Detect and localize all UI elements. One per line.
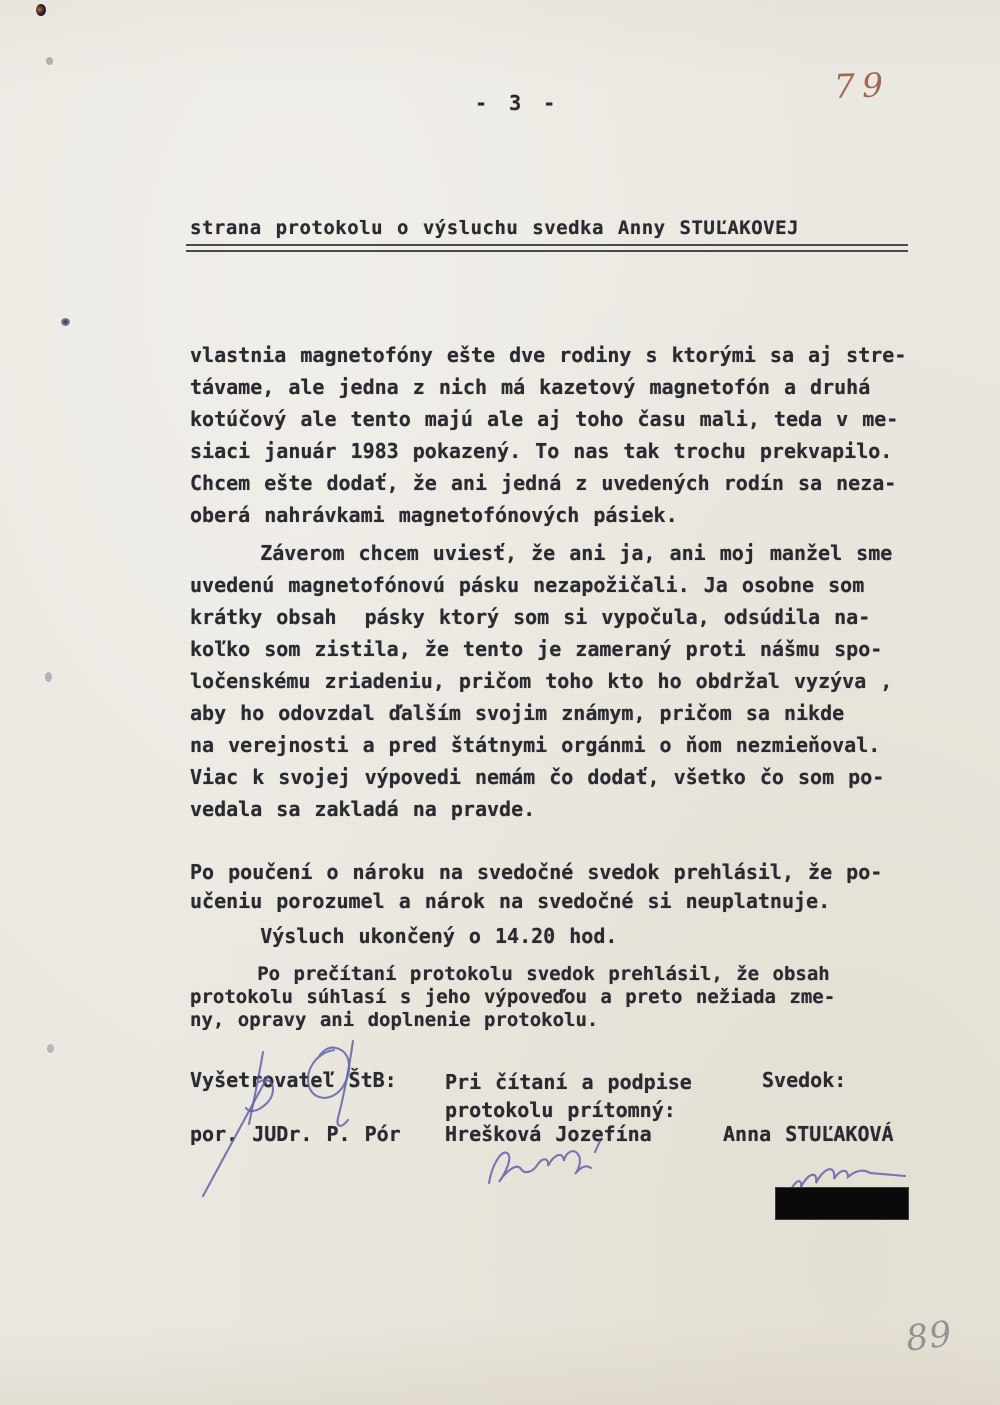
witness-label: Svedok: bbox=[762, 1068, 847, 1092]
witness-name: Anna STUĽAKOVÁ bbox=[723, 1122, 894, 1146]
text-line: Záverom chcem uviesť, že ani ja, ani moj manžel sme bbox=[190, 541, 893, 565]
investigator-signature bbox=[203, 1041, 353, 1196]
typed-page-number: - 3 - bbox=[475, 91, 560, 115]
document-heading: strana protokolu o výsluchu svedka Anny STUĽAKOVEJ bbox=[190, 217, 799, 239]
text-line: vlastnia magnetofóny ešte dve rodiny s ktorými sa aj stre- bbox=[190, 343, 907, 367]
text-line: učeniu porozumel a nárok na svedočné si neuplatnuje. bbox=[190, 889, 831, 913]
handwritten-page-number-pencil: 89 bbox=[903, 1314, 955, 1360]
scan-speck bbox=[47, 1044, 54, 1053]
text-line: Po prečítaní protokolu svedok prehlásil, že obsah bbox=[190, 963, 830, 985]
text-line: Chcem ešte dodať, že ani jedná z uvedených rodín sa neza- bbox=[190, 471, 897, 495]
investigator-name: por. JUDr. P. Pór bbox=[190, 1122, 401, 1146]
redaction-bar bbox=[775, 1187, 909, 1220]
text-line: távame, ale jedna z nich má kazetový magnetofón a druhá bbox=[190, 375, 871, 399]
companion-name: Hrešková Jozefína bbox=[445, 1122, 652, 1146]
text-line: ločenskému zriadeniu, pričom toho kto ho obdržal vyzýva , bbox=[190, 669, 893, 693]
text-line: koľko som zistila, že tento je zameraný proti nášmu spo- bbox=[190, 637, 883, 661]
investigator-label: Vyšetrovateľ ŠtB: bbox=[190, 1068, 397, 1092]
paragraph-2 bbox=[190, 537, 892, 825]
handwritten-page-number-red: 79 bbox=[833, 65, 891, 106]
text-line: Viac k svojej výpovedi nemám čo dodať, všetko čo som po- bbox=[190, 765, 885, 789]
text-line: ny, opravy ani doplnenie protokolu. bbox=[190, 1009, 599, 1031]
scan-speck bbox=[45, 672, 52, 682]
scan-speck bbox=[46, 57, 53, 65]
text-line: aby ho odovzdal ďalším svojim známym, pričom sa nikde bbox=[190, 701, 845, 725]
heading-underline bbox=[186, 244, 908, 252]
companion-label bbox=[445, 1068, 692, 1124]
text-line: vedala sa zakladá na pravde. bbox=[190, 797, 536, 821]
paragraph-1 bbox=[190, 339, 906, 531]
text-line: protokolu súhlasí s jeho výpoveďou a preto nežiada zme- bbox=[190, 986, 836, 1008]
text-line: krátky obsah pásky ktorý som si vypočula, odsúdila na- bbox=[190, 605, 871, 629]
text-line: Pri čítaní a podpise bbox=[445, 1070, 692, 1094]
text-line: siaci január 1983 pokazený. To nas tak trochu prekvapilo. bbox=[190, 439, 893, 463]
text-line: Po poučení o nároku na svedočné svedok prehlásil, že po- bbox=[190, 860, 883, 884]
closing-time-line: Výsluch ukončený o 14.20 hod. bbox=[190, 924, 618, 948]
text-line: oberá nahrávkami magnetofónových pásiek. bbox=[190, 503, 678, 527]
companion-signature bbox=[489, 1141, 600, 1183]
scan-speck bbox=[61, 318, 70, 326]
text-line: protokolu prítomný: bbox=[445, 1098, 676, 1122]
text-line: na verejnosti a pred štátnymi orgánmi o ňom nezmieňoval. bbox=[190, 733, 881, 757]
text-line: kotúčový ale tento majú ale aj toho času mali, teda v me- bbox=[190, 407, 899, 431]
paragraph-3 bbox=[190, 858, 882, 916]
paragraph-4 bbox=[190, 963, 835, 1032]
scan-speck bbox=[36, 4, 46, 16]
text-line: uvedenú magnetofónovú pásku nezapožičali. Ja osobne som bbox=[190, 573, 865, 597]
